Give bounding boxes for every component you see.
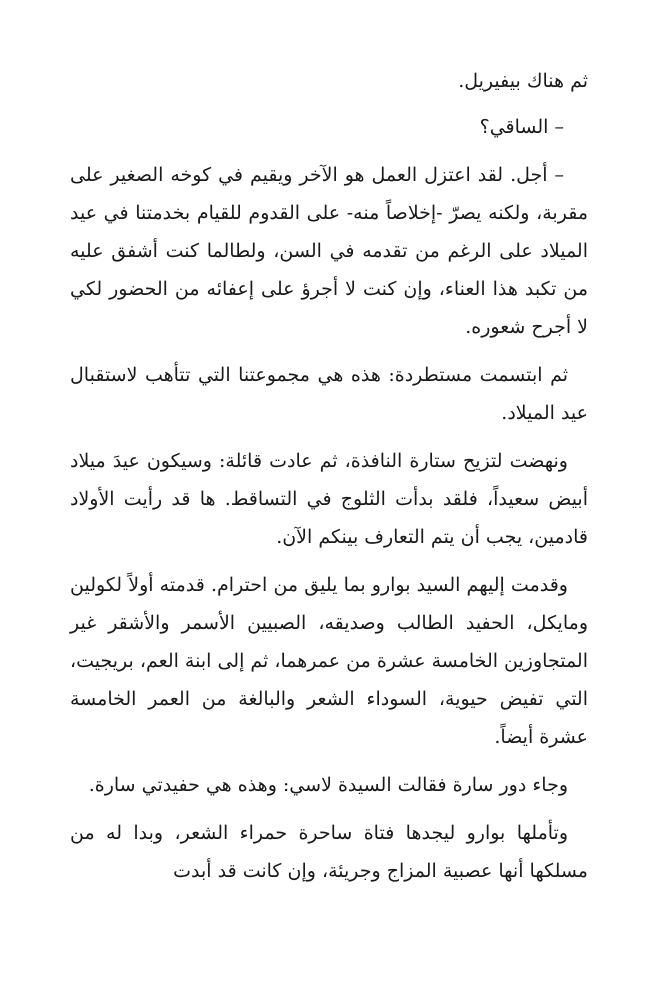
paragraph-4: ثم ابتسمت مستطردة: هذه هي مجموعتنا التي تتأهب لاستقبال عيد الميلاد.: [70, 364, 588, 424]
paragraph-2: – الساقي؟: [479, 116, 564, 138]
paragraph-3: – أجل. لقد اعتزل العمل هو الآخر ويقيم في كوخه الصغير على مقربة، ولكنه يصرّ -إخلاصاً منه- على القدوم للقيام بخدمتنا في عيد الميلاد على الرغم من تقدمه في السن، ولطالما كنت أشفق عليه من تكبد هذا العناء، وإن كنت لا أجرؤ على إعفائه من الحضور لكي لا أجرح شعوره.: [70, 164, 588, 338]
paragraph-8: وتأملها بوارو ليجدها فتاة ساحرة حمراء الشعر، وبدا له من مسلكها أنها عصبية المزاج وجريئة، وإن كانت قد أبدت: [70, 822, 588, 882]
paragraph-1: ثم هناك بيفيريل.: [458, 70, 588, 92]
paragraph-7: وجاء دور سارة فقالت السيدة لاسي: وهذه هي حفيدتي سارة.: [88, 774, 568, 796]
paragraph-6: وقدمت إليهم السيد بوارو بما يليق من احترام. قدمته أولاً لكولين ومايكل، الحفيد الطالب وصديقه، الصبيين الأسمر والأشقر غير المتجاوزين الخامسة عشرة من عمرهما، ثم إلى ابنة العم، بريجيت، التي تفيض حيوية، السوداء الشعر والبالغة من العمر الخامسة عشرة أيضاً.: [69, 574, 588, 748]
book-page: [70, 62, 588, 900]
paragraph-5: ونهضت لتزيح ستارة النافذة، ثم عادت قائلة: وسيكون عيدَ ميلاد أبيض سعيداً، فلقد بدأت الثلوج في التساقط. ها قد رأيت الأولاد قادمين، يجب أن يتم التعارف بينكم الآن.: [70, 450, 588, 548]
